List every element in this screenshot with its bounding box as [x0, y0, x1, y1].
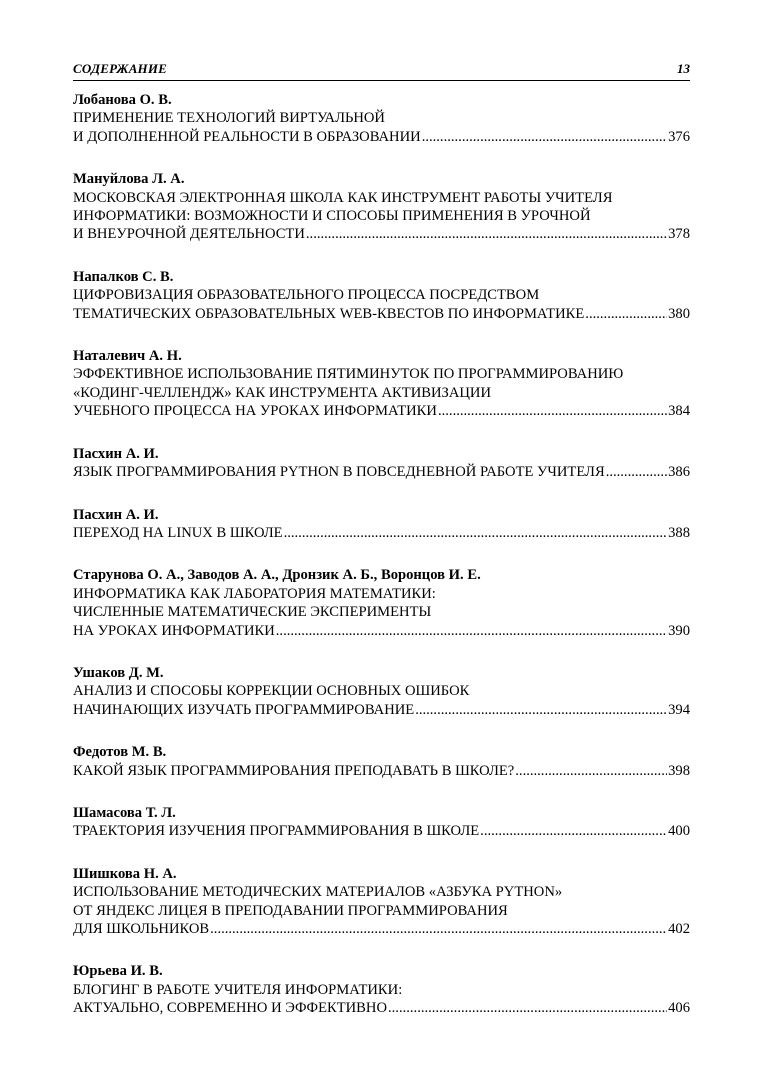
entry-title-line: ЯЗЫК ПРОГРАММИРОВАНИЯ PYTHON В ПОВСЕДНЕВНОЙ РАБОТЕ УЧИТЕЛЯ	[73, 464, 605, 481]
dot-leader	[276, 622, 667, 640]
entry-page-number[interactable]: 400	[668, 823, 690, 840]
entry-page-number[interactable]: 376	[668, 128, 690, 145]
toc-entry[interactable]	[73, 664, 690, 719]
entry-page-number[interactable]: 402	[668, 921, 690, 937]
dot-leader	[210, 920, 667, 938]
entry-title-line: ТРАЕКТОРИЯ ИЗУЧЕНИЯ ПРОГРАММИРОВАНИЯ В ШКОЛЕ	[73, 823, 480, 840]
entry-title-line: АНАЛИЗ И СПОСОБЫ КОРРЕКЦИИ ОСНОВНЫХ ОШИБОК	[73, 683, 470, 700]
entry-title-line: И ВНЕУРОЧНОЙ ДЕЯТЕЛЬНОСТИ	[73, 226, 305, 243]
toc-entry[interactable]	[73, 506, 690, 543]
entry-title-last-line	[73, 822, 690, 840]
toc-entry[interactable]	[73, 170, 690, 244]
entry-title-line: БЛОГИНГ В РАБОТЕ УЧИТЕЛЯ ИНФОРМАТИКИ:	[73, 981, 403, 998]
entry-title-last-line	[73, 305, 690, 323]
entry-title-line: ЧИСЛЕННЫЕ МАТЕМАТИЧЕСКИЕ ЭКСПЕРИМЕНТЫ	[73, 604, 432, 621]
entry-title-line: ПЕРЕХОД НА LINUX В ШКОЛЕ	[73, 524, 283, 541]
entry-author: Лобанова О. В.	[73, 92, 172, 108]
entry-author: Юрьева И. В.	[73, 963, 163, 980]
entry-title-last-line	[73, 701, 690, 719]
page-header	[73, 60, 690, 81]
toc-entry[interactable]	[73, 566, 690, 640]
toc-entry[interactable]	[73, 804, 690, 841]
dot-leader	[422, 128, 667, 146]
toc-entry[interactable]	[73, 91, 690, 146]
entry-page-number[interactable]: 394	[668, 701, 690, 718]
header-page-number: 13	[677, 61, 690, 76]
entry-page-number[interactable]: 406	[668, 1000, 690, 1017]
entry-title-last-line	[73, 622, 690, 640]
entry-title-line: НАЧИНАЮЩИХ ИЗУЧАТЬ ПРОГРАММИРОВАНИЕ	[73, 701, 415, 718]
dot-leader	[306, 225, 667, 243]
entry-title-last-line	[73, 999, 690, 1017]
dot-leader	[606, 463, 667, 481]
dot-leader	[585, 305, 667, 323]
entry-title-line: ИСПОЛЬЗОВАНИЕ МЕТОДИЧЕСКИХ МАТЕРИАЛОВ «АЗБУКА PYTHON»	[73, 884, 563, 901]
entry-title-line: И ДОПОЛНЕННОЙ РЕАЛЬНОСТИ В ОБРАЗОВАНИИ	[73, 128, 421, 145]
dot-leader	[284, 524, 668, 542]
toc-entry[interactable]	[73, 347, 690, 421]
entry-title-line: ДЛЯ ШКОЛЬНИКОВ	[73, 921, 210, 937]
entry-title-line: АКТУАЛЬНО, СОВРЕМЕННО И ЭФФЕКТИВНО	[73, 1000, 387, 1017]
entry-title-line: «КОДИНГ-ЧЕЛЛЕНДЖ» КАК ИНСТРУМЕНТА АКТИВИЗАЦИИ	[73, 384, 491, 401]
entry-author: Мануйлова Л. А.	[73, 171, 185, 188]
table-of-contents	[73, 91, 690, 1042]
dot-leader	[438, 402, 667, 420]
toc-entry[interactable]	[73, 962, 690, 1017]
dot-leader	[388, 999, 667, 1017]
entry-title-line: КАКОЙ ЯЗЫК ПРОГРАММИРОВАНИЯ ПРЕПОДАВАТЬ В ШКОЛЕ?	[73, 762, 515, 779]
entry-title-line: ТЕМАТИЧЕСКИХ ОБРАЗОВАТЕЛЬНЫХ WEB-КВЕСТОВ ПО ИНФОРМАТИКЕ	[73, 305, 585, 322]
entry-author: Ушаков Д. М.	[73, 664, 164, 681]
entry-author: Старунова О. А., Заводов А. А., Дронзик А. Б., Воронцов И. Е.	[73, 567, 481, 584]
entry-author: Пасхин А. И.	[73, 506, 159, 523]
dot-leader	[480, 822, 667, 840]
entry-title-last-line	[73, 402, 690, 420]
dot-leader	[515, 762, 667, 780]
entry-title-last-line	[73, 524, 690, 542]
entry-title-line: УЧЕБНОГО ПРОЦЕССА НА УРОКАХ ИНФОРМАТИКИ	[73, 403, 437, 420]
entry-author: Пасхин А. И.	[73, 445, 159, 462]
dot-leader	[415, 701, 667, 719]
entry-page-number[interactable]: 388	[668, 524, 690, 541]
entry-author: Шишкова Н. А.	[73, 865, 177, 882]
entry-title-line: МОСКОВСКАЯ ЭЛЕКТРОННАЯ ШКОЛА КАК ИНСТРУМЕНТ РАБОТЫ УЧИТЕЛЯ	[73, 189, 613, 206]
entry-title-line: ЭФФЕКТИВНОЕ ИСПОЛЬЗОВАНИЕ ПЯТИМИНУТОК ПО ПРОГРАММИРОВАНИЮ	[73, 366, 624, 383]
entry-title-line: ПРИМЕНЕНИЕ ТЕХНОЛОГИЙ ВИРТУАЛЬНОЙ	[73, 110, 385, 127]
entry-title-line: ИНФОРМАТИКИ: ВОЗМОЖНОСТИ И СПОСОБЫ ПРИМЕНЕНИЯ В УРОЧНОЙ	[73, 208, 591, 225]
entry-title-last-line	[73, 225, 690, 243]
entry-author: Наталевич А. Н.	[73, 348, 182, 365]
entry-author: Федотов М. В.	[73, 744, 167, 761]
entry-author: Шамасова Т. Л.	[73, 804, 176, 821]
entry-author: Напалков С. В.	[73, 268, 174, 285]
entry-title-line: ОТ ЯНДЕКС ЛИЦЕЯ В ПРЕПОДАВАНИИ ПРОГРАММИРОВАНИЯ	[73, 902, 508, 919]
entry-page-number[interactable]: 390	[668, 622, 690, 639]
entry-page-number[interactable]: 380	[668, 305, 690, 322]
section-title: СОДЕРЖАНИЕ	[73, 61, 168, 76]
entry-title-line: ИНФОРМАТИКА КАК ЛАБОРАТОРИЯ МАТЕМАТИКИ:	[73, 585, 436, 602]
entry-title-line: НА УРОКАХ ИНФОРМАТИКИ	[73, 622, 275, 639]
entry-title-last-line	[73, 128, 690, 146]
entry-page-number[interactable]: 384	[668, 403, 690, 420]
entry-title-last-line	[73, 920, 690, 938]
toc-entry[interactable]	[73, 445, 690, 482]
entry-title-last-line	[73, 762, 690, 780]
entry-title-last-line	[73, 463, 690, 481]
entry-page-number[interactable]: 398	[668, 762, 690, 779]
entry-page-number[interactable]: 378	[668, 226, 690, 243]
toc-entry[interactable]	[73, 865, 690, 939]
entry-page-number[interactable]: 386	[668, 464, 690, 481]
toc-entry[interactable]	[73, 268, 690, 323]
toc-entry[interactable]	[73, 743, 690, 780]
entry-title-line: ЦИФРОВИЗАЦИЯ ОБРАЗОВАТЕЛЬНОГО ПРОЦЕССА ПОСРЕДСТВОМ	[73, 287, 540, 304]
